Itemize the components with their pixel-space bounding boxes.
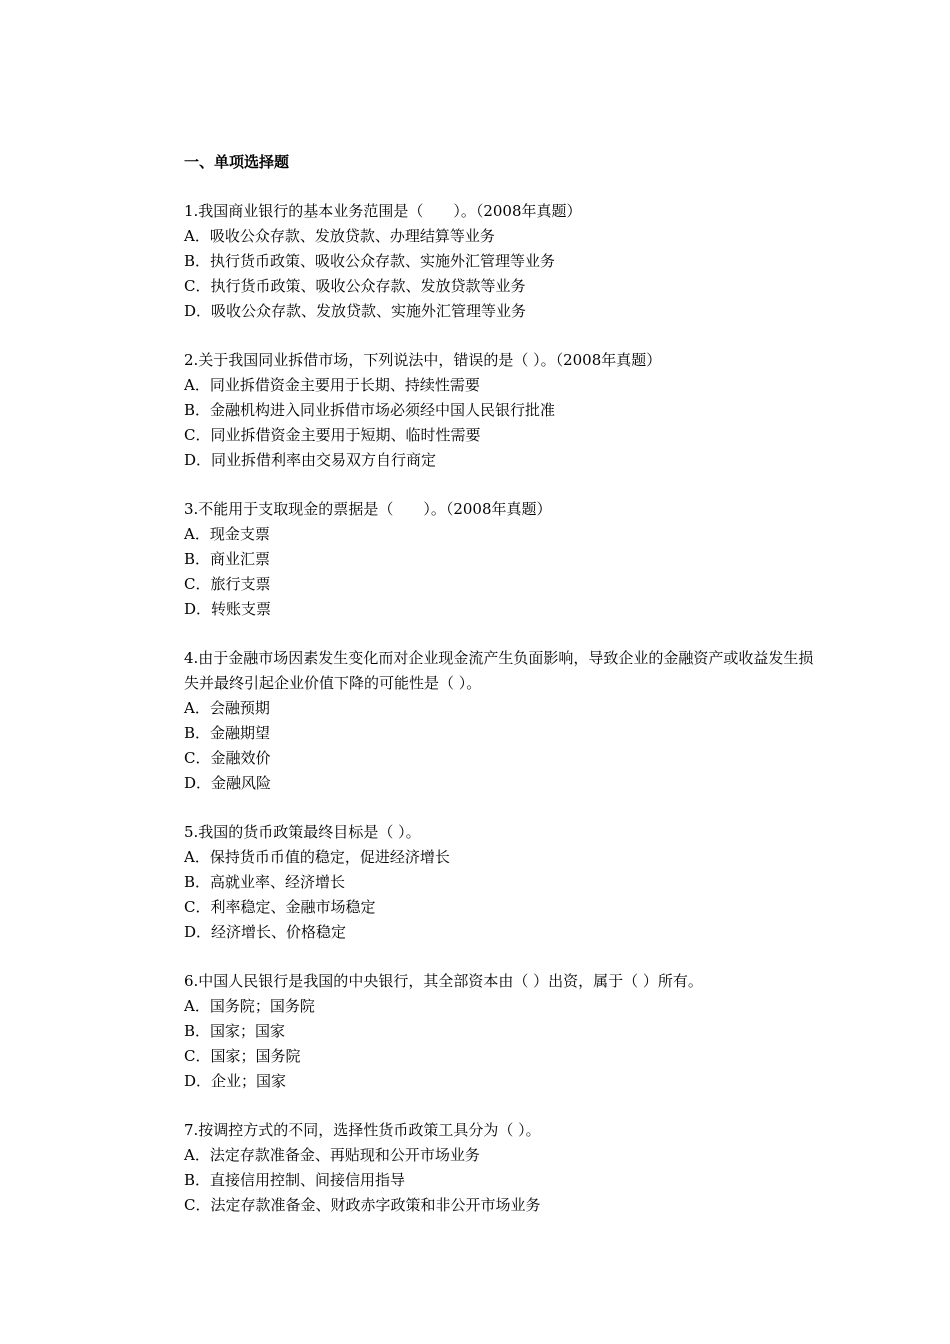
option-d: D．同业拆借利率由交易双方自行商定 bbox=[184, 451, 437, 469]
option-b: B．高就业率、经济增长 bbox=[184, 873, 346, 891]
option-d: D．企业；国家 bbox=[184, 1072, 287, 1090]
option-b: B．金融期望 bbox=[184, 724, 271, 742]
question-stem: 4.由于金融市场因素发生变化而对企业现金流产生负面影响，导致企业的金融资产或收益发生损失并最终引起企业价值下降的可能性是（ ）。 bbox=[184, 649, 814, 692]
option-c: C．执行货币政策、吸收公众存款、发放贷款等业务 bbox=[184, 277, 526, 295]
option-c: C．法定存款准备金、财政赤字政策和非公开市场业务 bbox=[184, 1196, 541, 1214]
option-d: D．经济增长、价格稳定 bbox=[184, 923, 347, 941]
question-stem: 6.中国人民银行是我国的中央银行，其全部资本由（ ）出资，属于（ ）所有。 bbox=[184, 972, 703, 990]
option-a: A．保持货币币值的稳定，促进经济增长 bbox=[184, 848, 450, 866]
option-d: D．转账支票 bbox=[184, 600, 272, 618]
option-a: A．现金支票 bbox=[184, 525, 270, 543]
question-stem: 3.不能用于支取现金的票据是（ ）。（2008年真题） bbox=[184, 500, 552, 518]
question-stem: 2.关于我国同业拆借市场，下列说法中，错误的是（ ）。（2008年真题） bbox=[184, 351, 662, 369]
option-b: B．国家；国家 bbox=[184, 1022, 286, 1040]
question-5 bbox=[184, 820, 824, 945]
option-a: A．会融预期 bbox=[184, 699, 270, 717]
question-2 bbox=[184, 348, 824, 473]
option-a: A．同业拆借资金主要用于长期、持续性需要 bbox=[184, 376, 480, 394]
option-a: A．国务院；国务院 bbox=[184, 997, 315, 1015]
question-1 bbox=[184, 199, 824, 324]
section-title: 一、单项选择题 bbox=[184, 153, 290, 171]
option-d: D．金融风险 bbox=[184, 774, 272, 792]
option-c: C．利率稳定、金融市场稳定 bbox=[184, 898, 376, 916]
option-c: C．同业拆借资金主要用于短期、临时性需要 bbox=[184, 426, 481, 444]
option-a: A．法定存款准备金、再贴现和公开市场业务 bbox=[184, 1146, 480, 1164]
question-7 bbox=[184, 1118, 824, 1218]
option-c: C．国家；国务院 bbox=[184, 1047, 301, 1065]
question-stem: 1.我国商业银行的基本业务范围是（ ）。（2008年真题） bbox=[184, 202, 582, 220]
option-d: D．吸收公众存款、发放贷款、实施外汇管理等业务 bbox=[184, 302, 527, 320]
option-c: C．旅行支票 bbox=[184, 575, 271, 593]
option-b: B．金融机构进入同业拆借市场必须经中国人民银行批准 bbox=[184, 401, 556, 419]
option-b: B．执行货币政策、吸收公众存款、实施外汇管理等业务 bbox=[184, 252, 556, 270]
question-4 bbox=[184, 646, 824, 796]
document-page bbox=[184, 150, 824, 1242]
question-3 bbox=[184, 497, 824, 622]
option-b: B．直接信用控制、间接信用指导 bbox=[184, 1171, 406, 1189]
question-stem: 7.按调控方式的不同，选择性货币政策工具分为（ ）。 bbox=[184, 1121, 541, 1139]
option-b: B．商业汇票 bbox=[184, 550, 271, 568]
question-stem: 5.我国的货币政策最终目标是（ ）。 bbox=[184, 823, 421, 841]
question-6 bbox=[184, 969, 824, 1094]
option-c: C．金融效价 bbox=[184, 749, 271, 767]
option-a: A．吸收公众存款、发放贷款、办理结算等业务 bbox=[184, 227, 495, 245]
